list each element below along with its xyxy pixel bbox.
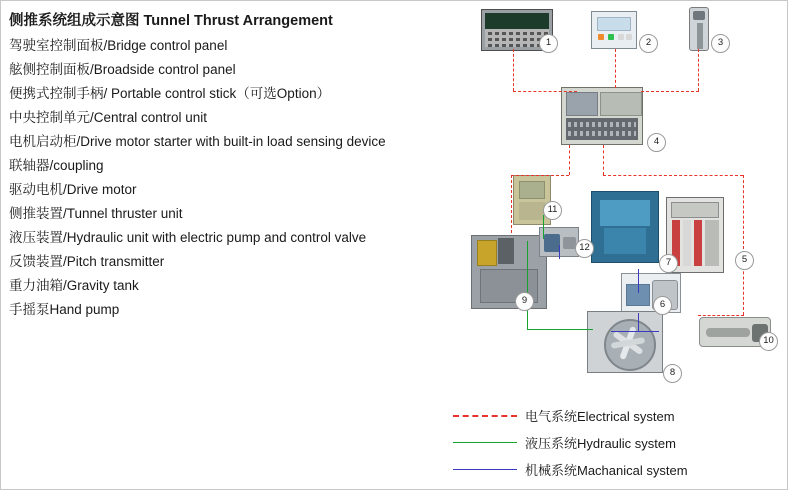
line-mech-2 bbox=[638, 313, 639, 331]
line-elec-11 bbox=[511, 175, 569, 176]
line-mech-3 bbox=[611, 331, 659, 332]
list-item: 便携式控制手柄/ Portable control stick（可选Option） bbox=[9, 86, 331, 101]
legend-label: 机械系统Machanical system bbox=[525, 463, 688, 478]
node-badge-10: 10 bbox=[759, 332, 778, 351]
central-control-unit[interactable] bbox=[561, 87, 643, 145]
legend-label: 电气系统Electrical system bbox=[525, 409, 675, 424]
mechanical-line-swatch bbox=[453, 469, 517, 470]
line-elec-7 bbox=[603, 175, 743, 176]
line-elec-9 bbox=[698, 315, 744, 316]
broadside-control-panel[interactable] bbox=[591, 11, 637, 49]
node-badge-12: 12 bbox=[575, 239, 594, 258]
list-item: 联轴器/coupling bbox=[9, 158, 104, 173]
line-elec-2 bbox=[513, 91, 577, 92]
list-item: 反馈装置/Pitch transmitter bbox=[9, 254, 165, 269]
list-item: 侧推装置/Tunnel thruster unit bbox=[9, 206, 183, 221]
line-elec-12 bbox=[511, 175, 512, 233]
node-badge-7: 7 bbox=[659, 254, 678, 273]
list-item: 驾驶室控制面板/Bridge control panel bbox=[9, 38, 228, 53]
system-diagram bbox=[451, 1, 788, 401]
node-badge-11: 11 bbox=[543, 201, 562, 220]
node-badge-4: 4 bbox=[647, 133, 666, 152]
line-elec-10 bbox=[569, 145, 570, 175]
node-badge-8: 8 bbox=[663, 364, 682, 383]
node-badge-5: 5 bbox=[735, 251, 754, 270]
line-elec-6 bbox=[603, 145, 604, 175]
line-mech-4 bbox=[559, 245, 560, 259]
tunnel-thruster-unit[interactable] bbox=[587, 311, 663, 373]
node-badge-6: 6 bbox=[653, 296, 672, 315]
line-mech-1 bbox=[638, 269, 639, 293]
node-badge-1: 1 bbox=[539, 34, 558, 53]
hydraulic-line-swatch bbox=[453, 442, 517, 443]
coupling[interactable] bbox=[621, 273, 681, 313]
list-item: 中央控制单元/Central control unit bbox=[9, 110, 208, 125]
legend bbox=[453, 404, 783, 485]
legend-row-mechanical bbox=[453, 458, 783, 485]
legend-row-hydraulic bbox=[453, 431, 783, 458]
list-item: 手摇泵Hand pump bbox=[9, 302, 120, 317]
hydraulic-unit[interactable] bbox=[471, 235, 547, 309]
list-item: 重力油箱/Gravity tank bbox=[9, 278, 139, 293]
line-hyd-1 bbox=[527, 241, 528, 329]
node-badge-9: 9 bbox=[515, 292, 534, 311]
list-item: 驱动电机/Drive motor bbox=[9, 182, 137, 197]
legend-label: 液压系统Hydraulic system bbox=[525, 436, 676, 451]
line-elec-8 bbox=[743, 175, 744, 315]
node-badge-2: 2 bbox=[639, 34, 658, 53]
line-elec-5 bbox=[641, 91, 699, 92]
list-item: 舷侧控制面板/Broadside control panel bbox=[9, 62, 236, 77]
line-hyd-4 bbox=[589, 329, 593, 330]
node-badge-3: 3 bbox=[711, 34, 730, 53]
line-hyd-3 bbox=[543, 215, 544, 239]
line-elec-4 bbox=[698, 49, 699, 91]
component-list bbox=[9, 34, 469, 322]
line-hyd-2 bbox=[527, 329, 589, 330]
drive-motor[interactable] bbox=[591, 191, 659, 263]
portable-control-stick[interactable] bbox=[689, 7, 709, 51]
page-title: 侧推系统组成示意图 Tunnel Thrust Arrangement bbox=[9, 13, 333, 29]
line-elec-1 bbox=[513, 49, 514, 91]
line-elec-3 bbox=[615, 49, 616, 88]
legend-row-electrical bbox=[453, 404, 783, 431]
list-item: 电机启动柜/Drive motor starter with built-in load sensing device bbox=[9, 134, 386, 149]
list-item: 液压装置/Hydraulic unit with electric pump and control valve bbox=[9, 230, 367, 245]
electrical-line-swatch bbox=[453, 415, 517, 417]
